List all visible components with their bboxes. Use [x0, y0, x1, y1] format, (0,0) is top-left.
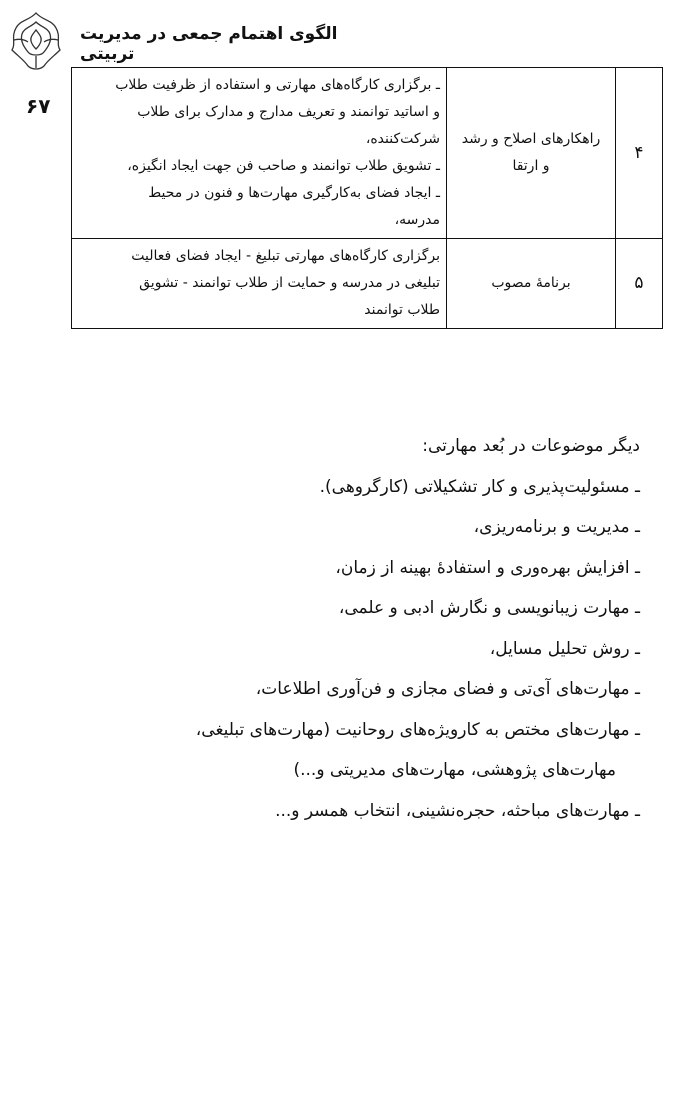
list-item: ـ مهارت‌های مختص به کارویژه‌های روحانیت (مهارت‌های تبلیغی، — [195, 719, 640, 740]
page-header-title: الگوی اهتمام جمعی در مدیریت تربیتی — [80, 24, 338, 64]
list-item: ـ مدیریت و برنامه‌ریزی، — [473, 517, 640, 537]
row-number: ۴ — [616, 68, 663, 239]
list-item: ـ مهارت‌های مباحثه، حجره‌نشینی، انتخاب همسر و... — [275, 800, 640, 821]
row-desc-line: طلاب توانمند — [364, 302, 440, 318]
table-row — [72, 239, 663, 329]
list-item: ـ افزایش بهره‌وری و استفادۀ بهینه از زمان، — [335, 557, 640, 578]
row-desc-line: ـ ایجاد فضای به‌کارگیری مهارت‌ها و فنون در محیط — [148, 185, 440, 201]
skills-topics-section — [70, 426, 640, 831]
row-desc-line: ـ تشویق طلاب توانمند و صاحب فن جهت ایجاد انگیزه، — [127, 158, 440, 174]
section-heading: دیگر موضوعات در بُعد مهارتی: — [422, 436, 640, 456]
row-title — [447, 239, 616, 329]
row-desc-line: تبلیغی در مدرسه و حمایت از طلاب توانمند - تشویق — [139, 275, 440, 291]
table-row — [72, 68, 663, 239]
row-number: ۵ — [616, 239, 663, 329]
list-item: ـ مسئولیت‌پذیری و کار تشکیلاتی (کارگروهی). — [319, 476, 640, 497]
row-desc-line: ـ برگزاری کارگاه‌های مهارتی و استفاده از ظرفیت طلاب — [115, 77, 440, 93]
row-title-line: برنامۀ مصوب — [491, 275, 571, 291]
row-desc-line: مدرسه، — [394, 212, 440, 228]
list-item: ـ مهارت زیبانویسی و نگارش ادبی و علمی، — [338, 598, 640, 618]
list-item: ـ روش تحلیل مسایل، — [489, 638, 640, 659]
row-desc-line: و اساتید توانمند و تعریف مدارج و مدارک برای طلاب — [137, 104, 440, 120]
row-title-line: راهکارهای اصلاح و رشد — [461, 131, 601, 147]
row-desc-line: شرکت‌کننده، — [365, 131, 440, 147]
row-description — [72, 68, 447, 239]
page-number: ۶۷ — [26, 94, 51, 118]
list-item: ـ مهارت‌های آی‌تی و فضای مجازی و فن‌آوری اطلاعات، — [255, 679, 640, 699]
row-title — [447, 68, 616, 239]
strategy-table — [71, 67, 663, 329]
row-desc-line: برگزاری کارگاه‌های مهارتی تبلیغ - ایجاد فضای فعالیت — [131, 248, 440, 264]
row-description — [72, 239, 447, 329]
list-item-continuation: مهارت‌های پژوهشی، مهارت‌های مدیریتی و...) — [293, 760, 616, 780]
row-title-line: و ارتقا — [512, 158, 550, 174]
ornament-icon — [8, 10, 64, 72]
